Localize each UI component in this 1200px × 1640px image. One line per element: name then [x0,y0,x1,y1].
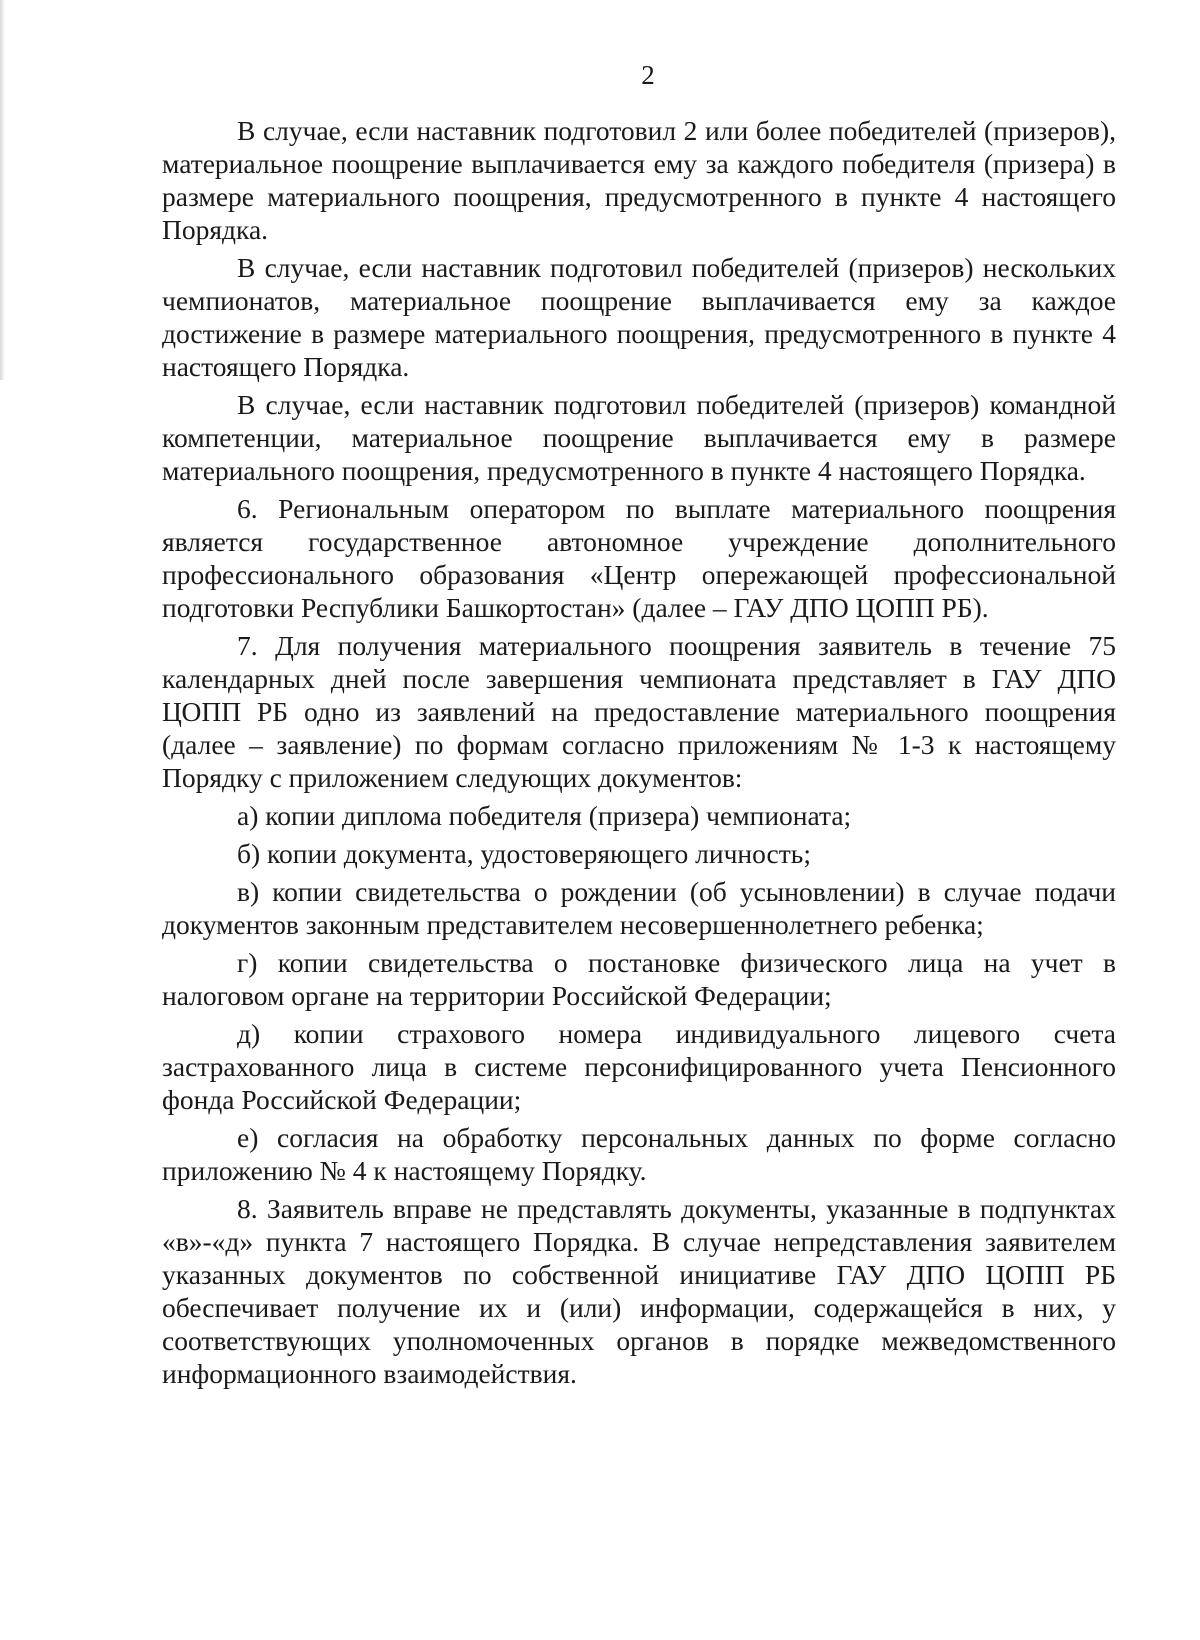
paragraph-item-7: 7. Для получения материального поощрения заявитель в течение 75 календарных дней после завершения чемпионата представляет в ГАУ ДПО ЦОПП РБ одно из заявлений на предоставление материального поощрения (далее – заявление) по формам согласно приложениям № 1-3 к настоящему Порядку с приложением следующих документов: [162,630,1116,793]
page-number: 2 [641,60,655,90]
paragraph-item-8: 8. Заявитель вправе не представлять документы, указанные в подпунктах «в»-«д» пункта 7 настоящего Порядка. В случае непредставления заявителем указанных документов по собственной инициативе ГАУ ДПО ЦОПП РБ обеспечивает получение их и (или) информации, содержащейся в них, у соответствующих уполномоченных органов в порядке межведомственного информационного взаимодействия. [162,1193,1116,1389]
subitem-a: а) копии диплома победителя (призера) чемпионата; [237,800,852,831]
scan-edge-shadow [0,0,5,380]
document-body [162,114,1116,1395]
subitem-v: в) копии свидетельства о рождении (об усыновлении) в случае подачи документов законным представителем несовершеннолетнего ребенка; [162,876,1116,940]
paragraph-mentor-team-competence: В случае, если наставник подготовил победителей (призеров) командной компетенции, материальное поощрение выплачивается ему в размере материального поощрения, предусмотренного в пункте 4 настоящего Порядка. [162,389,1116,486]
paragraph-mentor-multiple-winners: В случае, если наставник подготовил 2 или более победителей (призеров), материальное поощрение выплачивается ему за каждого победителя (призера) в размере материального поощрения, предусмотренного в пункте 4 настоящего Порядка. [162,115,1116,245]
paragraph-mentor-several-championships: В случае, если наставник подготовил победителей (призеров) нескольких чемпионатов, материальное поощрение выплачивается ему за каждое достижение в размере материального поощрения, предусмотренного в пункте 4 настоящего Порядка. [162,252,1116,382]
subitem-d: д) копии страхового номера индивидуального лицевого счета застрахованного лица в системе персонифицированного учета Пенсионного фонда Российской Федерации; [162,1018,1116,1115]
paragraph-item-6: 6. Региональным оператором по выплате материального поощрения является государственное автономное учреждение дополнительного профессионального образования «Центр опережающей профессиональной подготовки Республики Башкортостан» (далее – ГАУ ДПО ЦОПП РБ). [162,493,1116,623]
subitem-g: г) копии свидетельства о постановке физического лица на учет в налоговом органе на территории Российской Федерации; [162,947,1116,1011]
subitem-e: е) согласия на обработку персональных данных по форме согласно приложению № 4 к настоящему Порядку. [162,1122,1116,1186]
subitem-b: б) копии документа, удостоверяющего личность; [237,838,811,869]
